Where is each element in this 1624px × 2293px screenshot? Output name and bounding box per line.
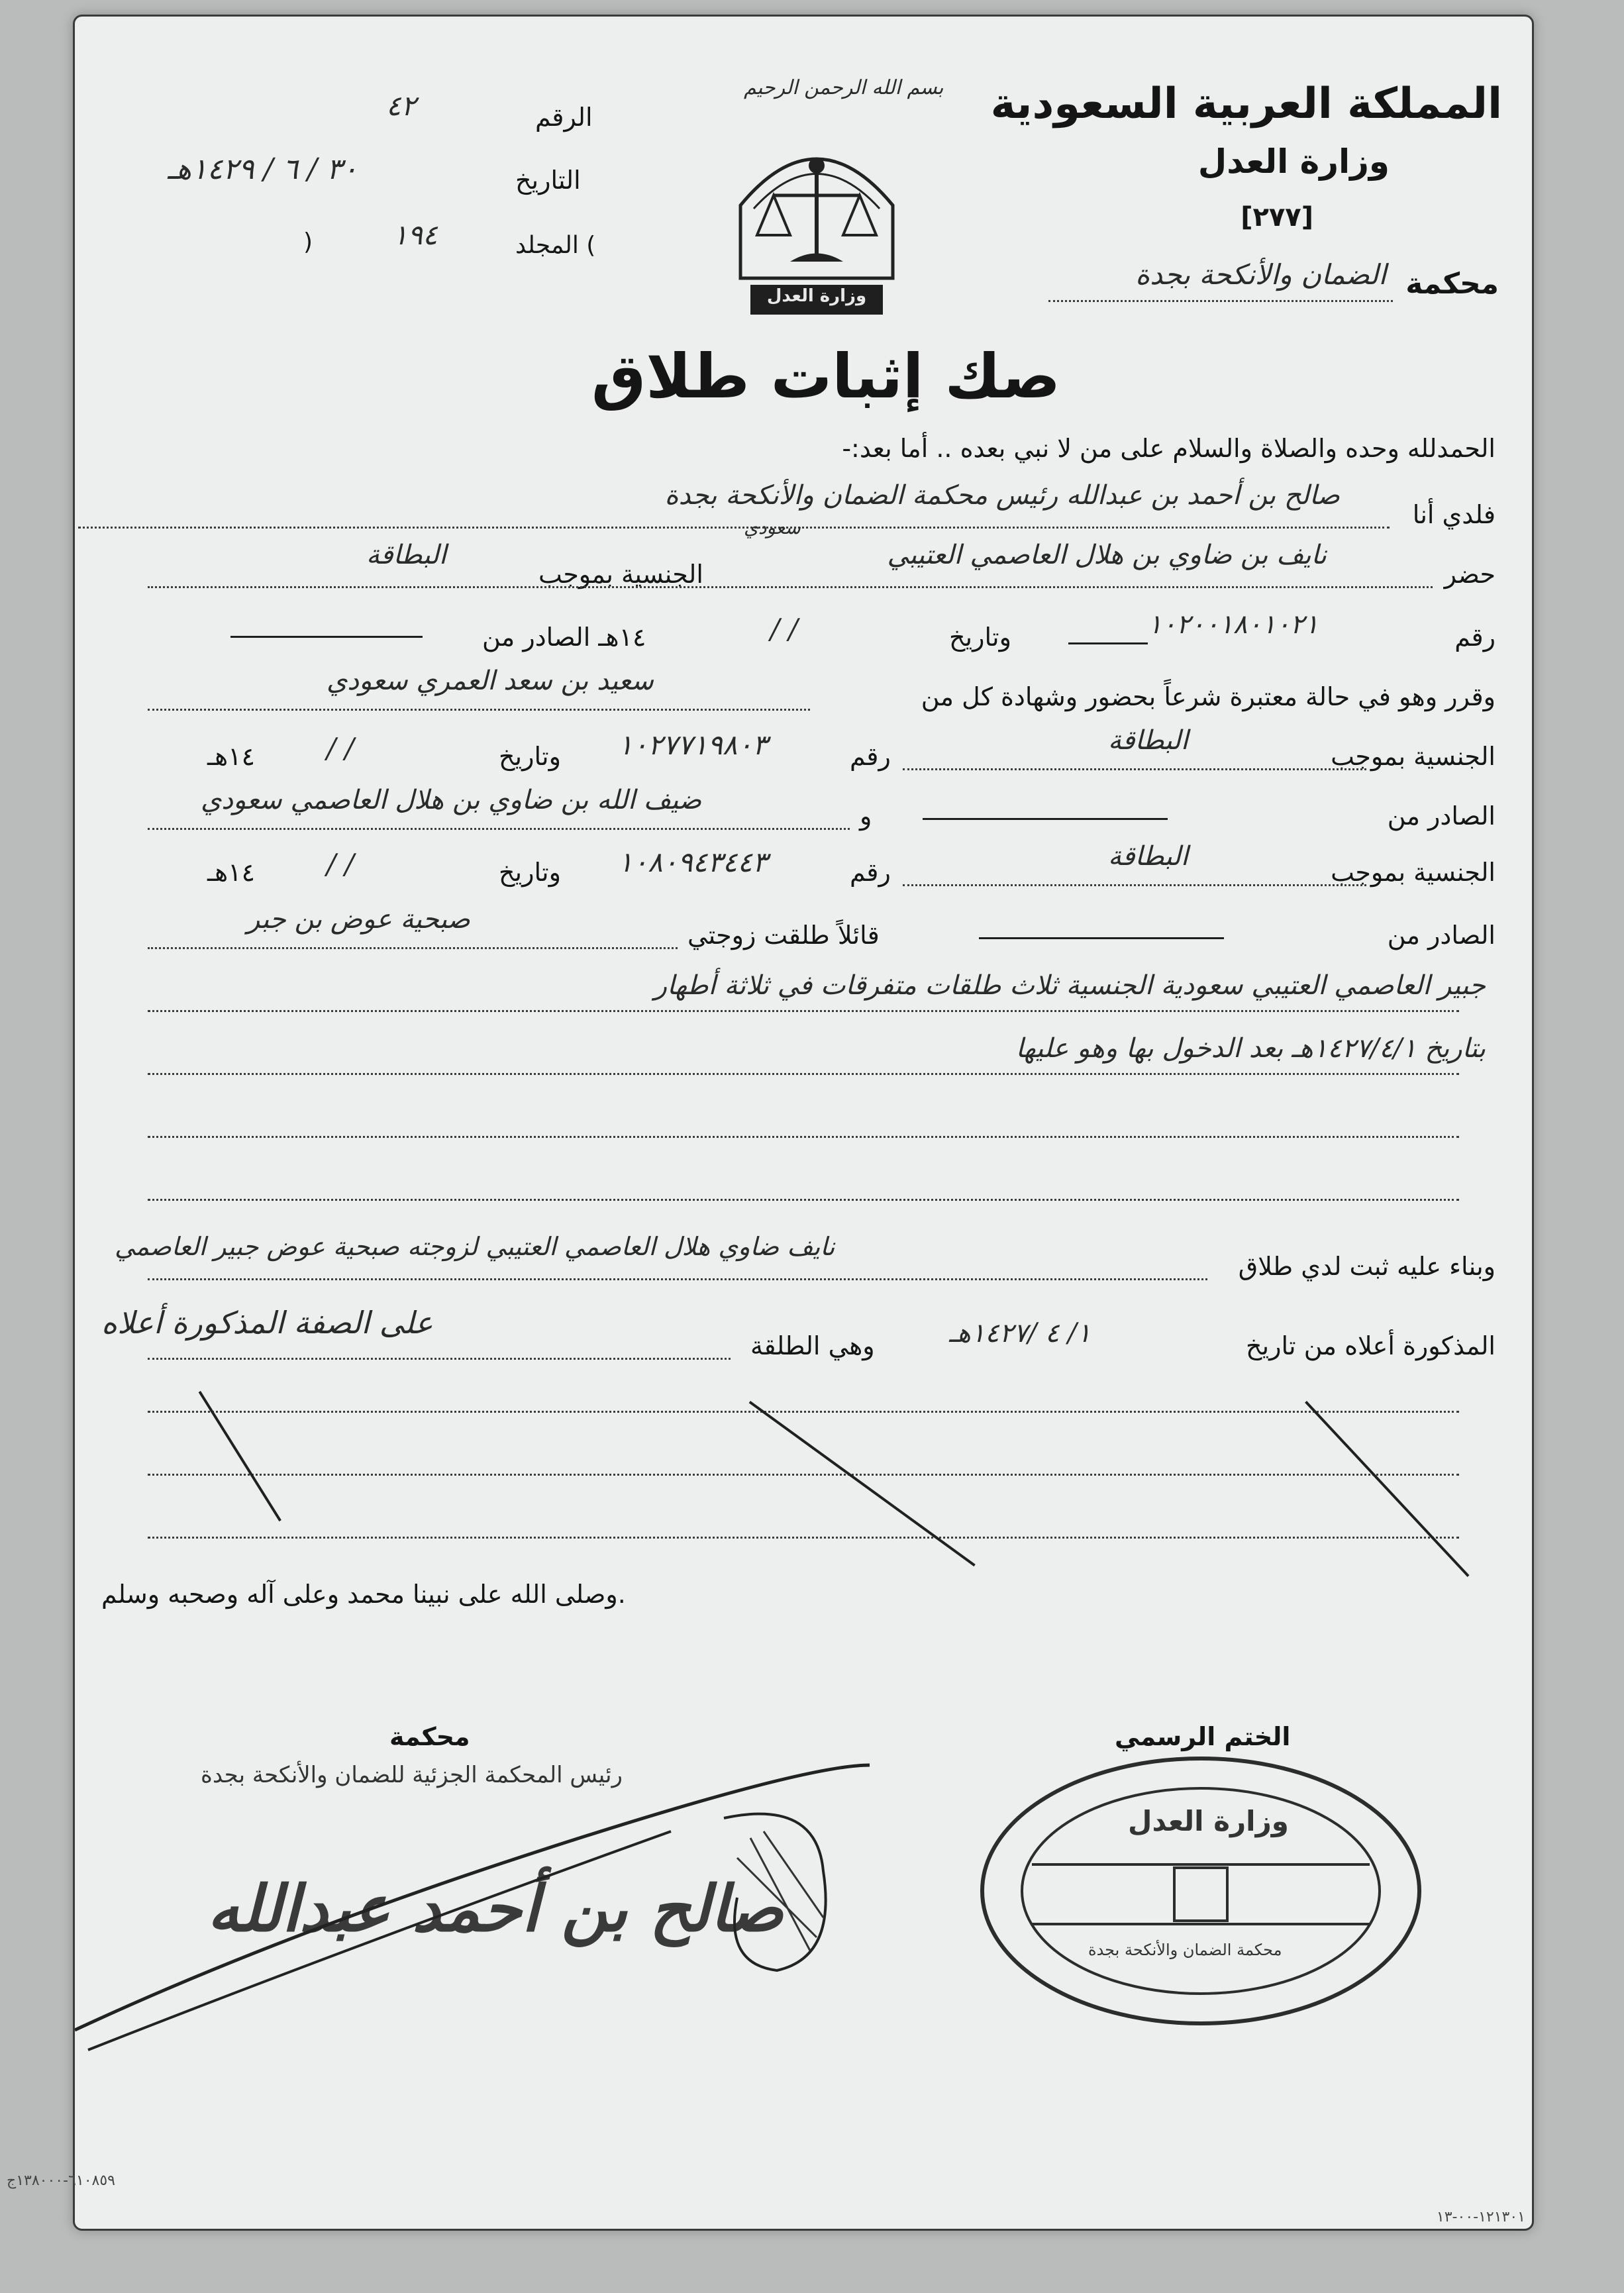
official-stamp [976, 1752, 1426, 2030]
body-dotted-line-2 [148, 1073, 1459, 1075]
country-name: المملكة العربية السعودية [990, 79, 1502, 128]
and-date-label: وتاريخ [949, 623, 1011, 652]
volume-value: ١٩٤ [393, 219, 438, 251]
therefore-label: وبناء عليه ثبت لدي طلاق [1238, 1252, 1496, 1281]
w1-year-suffix: ١٤هـ [207, 742, 255, 771]
closing-text: وصلى الله على نبينا محمد وعلى آله وصحبه وسلم. [101, 1580, 626, 1609]
attendee-dotted-line [148, 586, 1433, 588]
deed-sheet [73, 15, 1534, 2231]
w1-issued-from-label: الصادر من [1387, 801, 1496, 831]
witness2-dotted-line [148, 828, 850, 830]
judge-signature-name: صالح بن أحمد عبدالله [207, 1871, 784, 1946]
nationality-by-label: الجنسية بموجب [538, 560, 703, 589]
wife-line3: بتاريخ ١٤٢٧/٤/١هـ بعد الدخول بها وهو عليها [1015, 1033, 1486, 1064]
judge-dotted-line [78, 527, 1390, 529]
w1-date-label: وتاريخ [499, 742, 561, 771]
w1-dotted-line [903, 768, 1366, 770]
saying-dotted-line [148, 947, 678, 949]
signature-flourish [75, 1739, 936, 2057]
and-it-is-label: وهي الطلقة [750, 1331, 875, 1360]
number-label: الرقم [535, 103, 593, 132]
mentioned-label: المذكورة أعلاه من تاريخ [1246, 1331, 1496, 1360]
issued-from-label: ١٤هـ الصادر من [482, 623, 646, 652]
body-dotted-line-3 [148, 1136, 1459, 1138]
attended-label: حضر [1444, 560, 1496, 589]
therefore-handwritten: نايف ضاوي هلال العاصمي العتيبي لزوجته صبحية عوض جبير العاصمي [115, 1232, 835, 1261]
issued-from-line [230, 636, 423, 638]
w2-dotted-line [903, 884, 1366, 886]
saying-label: قائلاً طلقت زوجتي [687, 921, 880, 950]
official-stamp-label: الختم الرسمي [1115, 1722, 1291, 1751]
reference-number: [٢٧٧] [1241, 202, 1313, 232]
number-row-label: رقم [1454, 623, 1496, 652]
and-label: و [860, 801, 872, 831]
blank-dotted-line-2 [148, 1474, 1459, 1476]
court-dotted-line [1048, 300, 1393, 302]
w2-date-label: وتاريخ [499, 858, 561, 887]
blank-dotted-line-1 [148, 1411, 1459, 1413]
court-label: محكمة [1405, 267, 1499, 301]
stamp-ring-text: وزارة العدل [1128, 1805, 1289, 1837]
attendee-handwritten: نايف بن ضاوي بن هلال العاصمي العتيبي [887, 540, 1327, 570]
footer-court-label: محكمة [389, 1722, 470, 1751]
date-value: ٣٠ / ٦ / ١٤٢٩هـ [168, 152, 358, 186]
number-value: ٤٢ [386, 89, 417, 122]
w1-number-label: رقم [850, 742, 891, 771]
w1-doc-handwritten: البطاقة [1108, 725, 1188, 756]
ministry-name: وزارة العدل [1197, 142, 1390, 181]
w1-nationality-label: الجنسية بموجب [1331, 742, 1496, 771]
bottom-right-code: ١٢١٣٠١-٠٠-١٣ [1436, 2209, 1525, 2225]
body-dotted-line-1 [148, 1010, 1459, 1012]
w2-doc-handwritten: البطاقة [1108, 841, 1188, 872]
divorce-date: ١/ ٤ /١٤٢٧هـ [949, 1318, 1091, 1349]
wife-line2: جبير العاصمي العتيبي سعودية الجنسية ثلاث طلقات متفرقات في ثلاثة أطهار [654, 970, 1486, 1001]
therefore-dotted-line [148, 1278, 1207, 1280]
judge-label: فلدي أنا [1412, 500, 1496, 529]
presiding-judge-title: رئيس المحكمة الجزئية للضمان والأنكحة بجدة [201, 1762, 623, 1788]
stamp-oval-icon [976, 1752, 1426, 2030]
w1-date-blank: / / [327, 732, 354, 764]
ministry-emblem [727, 126, 906, 325]
cancel-stroke-2 [749, 1401, 976, 1566]
stamp-inner-text: محكمة الضمان والأنكحة بجدة [1088, 1941, 1282, 1959]
w2-issued-from-label: الصادر من [1387, 921, 1496, 950]
divorce-type-handwritten: على الصفة المذكورة أعلاه [101, 1305, 433, 1341]
deed-title: صك إثبات طلاق [591, 341, 1061, 412]
number-row-value: ١٠٢٠٠١٨٠١٠٢١ [1148, 609, 1319, 640]
emblem-caption: وزارة العدل [766, 286, 867, 306]
intro-text: الحمدلله وحده والصلاة والسلام على من لا نبي بعده .. أما بعد:- [842, 434, 1496, 463]
id-document-handwritten: البطاقة [366, 540, 446, 570]
acknowledged-label: وقرر وهو في حالة معتبرة شرعاً بحضور وشهادة كل من [921, 682, 1496, 711]
basmala: بسم الله الرحمن الرحيم [744, 76, 944, 99]
volume-label: المجلد ( [515, 232, 596, 259]
volume-close: ) [303, 229, 313, 256]
date-blank: / / [770, 613, 798, 645]
nationality-annotation: سعودي [744, 517, 801, 538]
w2-issued-from-line [979, 937, 1224, 939]
wife-line1: صبحية عوض بن جبر [247, 904, 470, 935]
w1-number: ١٠٢٧٧١٩٨٠٣ [618, 729, 768, 761]
w1-issued-from-line [923, 818, 1168, 820]
court-name-handwritten: الضمان والأنكحة بجدة [1135, 258, 1386, 291]
blank-dotted-line-3 [148, 1537, 1459, 1539]
w2-nationality-label: الجنسية بموجب [1331, 858, 1496, 887]
date-label: التاريخ [515, 166, 581, 195]
body-dotted-line-4 [148, 1199, 1459, 1201]
witness2-handwritten: ضيف الله بن ضاوي بن هلال العاصمي سعودي [201, 785, 702, 815]
bottom-left-code: ٦١٠٨٥٩-١٣٨٠٠٠ج [7, 2172, 115, 2189]
w2-number-label: رقم [850, 858, 891, 887]
judge-handwritten: صالح بن أحمد بن عبدالله رئيس محكمة الضمان والأنكحة بجدة [664, 480, 1340, 511]
w2-date-blank: / / [327, 848, 354, 880]
number-row-line [1068, 642, 1148, 644]
w2-year-suffix: ١٤هـ [207, 858, 255, 887]
cancel-stroke-3 [1305, 1401, 1469, 1577]
acknowledged-dotted-line [148, 709, 810, 711]
mentioned-dotted-line [148, 1358, 731, 1360]
w2-number: ١٠٨٠٩٤٣٤٤٣ [618, 846, 768, 878]
witness1-handwritten: سعيد بن سعد العمري سعودي [327, 666, 654, 696]
